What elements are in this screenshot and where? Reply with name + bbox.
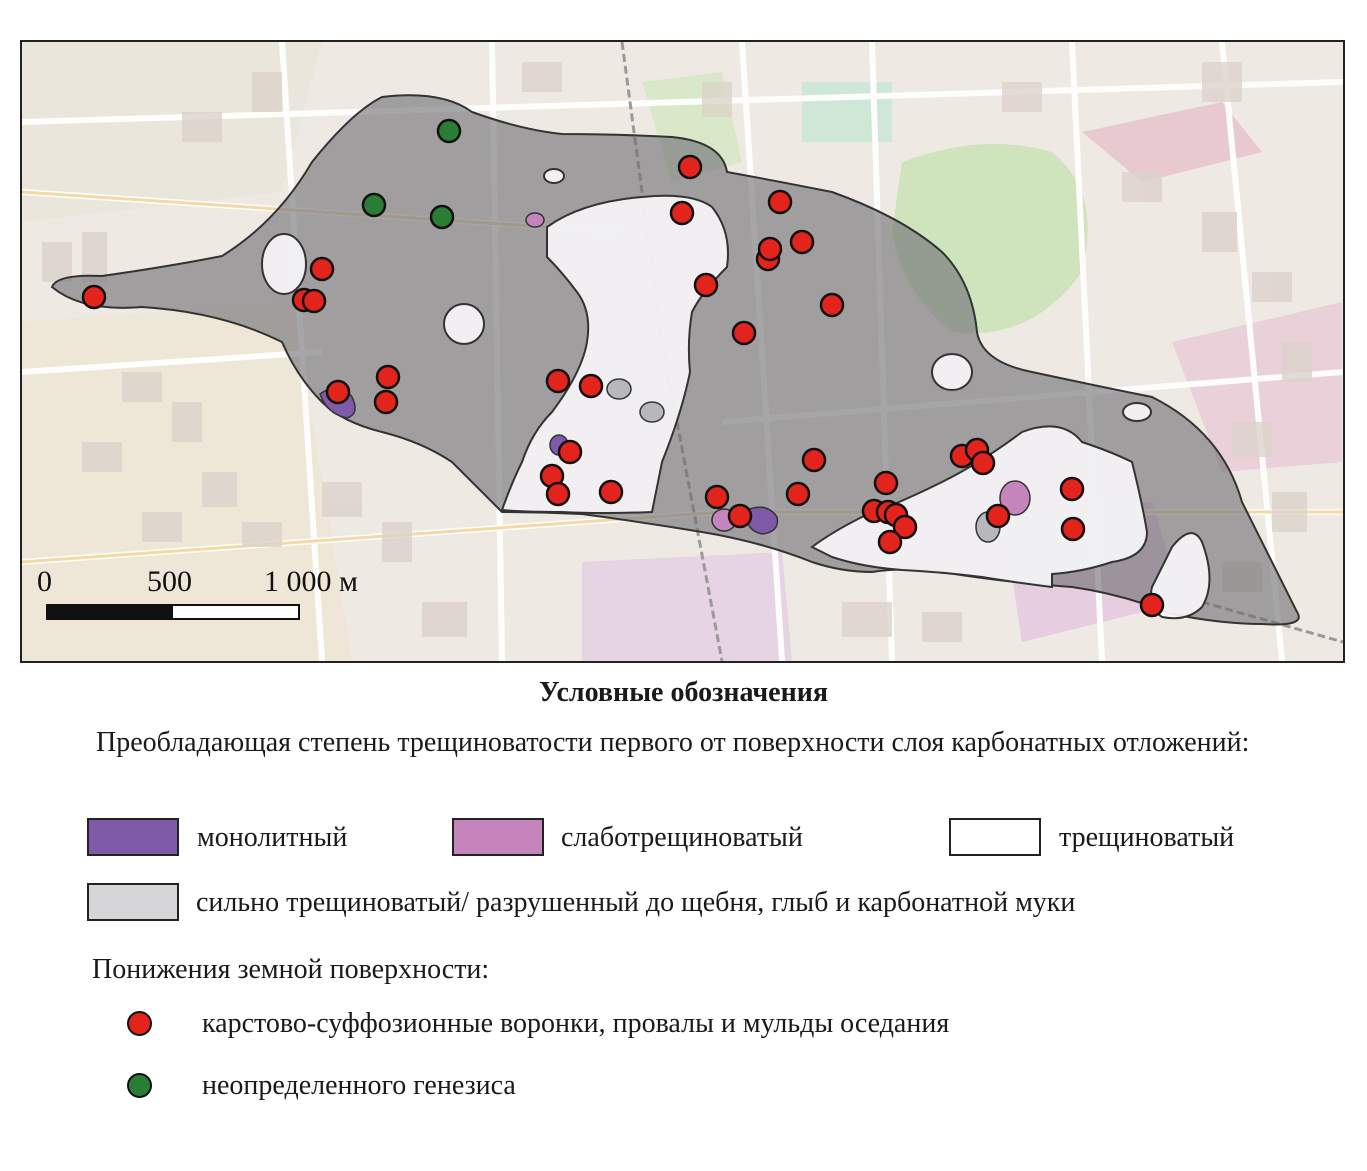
fractured-patch-1 — [262, 234, 306, 294]
depressions-heading: Понижения земной поверхности: — [92, 954, 490, 985]
karst-depression-point-36 — [987, 505, 1009, 527]
label-karst: карстово-суффозионные воронки, провалы и мульды оседания — [202, 1008, 950, 1039]
fractured-patch-4 — [544, 169, 564, 183]
map-canvas[interactable] — [22, 42, 1343, 661]
karst-depression-point-13 — [791, 231, 813, 253]
scale-label-500: 500 — [147, 565, 192, 598]
karst-depression-point-9 — [671, 202, 693, 224]
legend-karst-dot — [127, 1011, 152, 1036]
karst-depression-point-14 — [695, 274, 717, 296]
karst-depression-point-38 — [1062, 518, 1084, 540]
karst-depression-point-18 — [580, 375, 602, 397]
scale-label-0: 0 — [37, 565, 52, 598]
label-fractured: трещиноватый — [1059, 822, 1235, 853]
karst-depression-point-6 — [377, 366, 399, 388]
karst-depression-point-26 — [787, 483, 809, 505]
karst-depression-point-21 — [547, 483, 569, 505]
karst-depression-point-32 — [879, 531, 901, 553]
fractured-patch-3 — [932, 354, 972, 390]
fractured-patch-5 — [1123, 403, 1151, 421]
label-weakly-fractured: слаботрещиноватый — [561, 822, 803, 853]
karst-depression-point-5 — [327, 381, 349, 403]
legend-title: Условные обозначения — [538, 677, 829, 708]
karst-depression-point-39 — [1141, 594, 1163, 616]
karst-depression-point-27 — [875, 472, 897, 494]
fractured-patch-2 — [444, 304, 484, 344]
karst-depression-point-19 — [559, 441, 581, 463]
label-heavily-fractured: сильно трещиноватый/ разрушенный до щебня, глыб и карбонатной муки — [196, 887, 1076, 918]
label-undetermined: неопределенного генезиса — [202, 1070, 516, 1101]
karst-depression-point-37 — [1061, 478, 1083, 500]
swatch-monolithic — [87, 818, 179, 856]
karst-depression-point-1 — [83, 286, 105, 308]
label-monolithic: монолитный — [197, 822, 348, 853]
scale-bar — [47, 605, 299, 619]
map-frame — [20, 40, 1345, 663]
karst-depression-point-16 — [733, 322, 755, 344]
karst-depression-point-22 — [600, 481, 622, 503]
scale-label-1000: 1 000 м — [264, 565, 358, 598]
legend-undetermined-dot — [127, 1073, 152, 1098]
undetermined-depression-point-2 — [363, 194, 385, 216]
swatch-weakly-fractured — [452, 818, 544, 856]
karst-depression-point-12 — [759, 238, 781, 260]
undetermined-depression-point-3 — [431, 206, 453, 228]
fracturing-heading: Преобладающая степень трещиноватости первого от поверхности слоя карбонатных отложений: — [96, 727, 1250, 758]
karst-depression-point-25 — [803, 449, 825, 471]
karst-depression-point-10 — [769, 191, 791, 213]
karst-depression-point-8 — [679, 156, 701, 178]
karst-depression-point-15 — [821, 294, 843, 316]
karst-depression-point-17 — [547, 370, 569, 392]
undetermined-depression-point-1 — [438, 120, 460, 142]
karst-depression-point-35 — [972, 452, 994, 474]
karst-depression-point-4 — [303, 290, 325, 312]
karst-depression-point-23 — [706, 486, 728, 508]
karst-depression-point-24 — [729, 505, 751, 527]
karst-depression-point-7 — [375, 391, 397, 413]
swatch-heavily-fractured — [87, 883, 179, 921]
swatch-fractured — [949, 818, 1041, 856]
karst-depression-point-2 — [311, 258, 333, 280]
